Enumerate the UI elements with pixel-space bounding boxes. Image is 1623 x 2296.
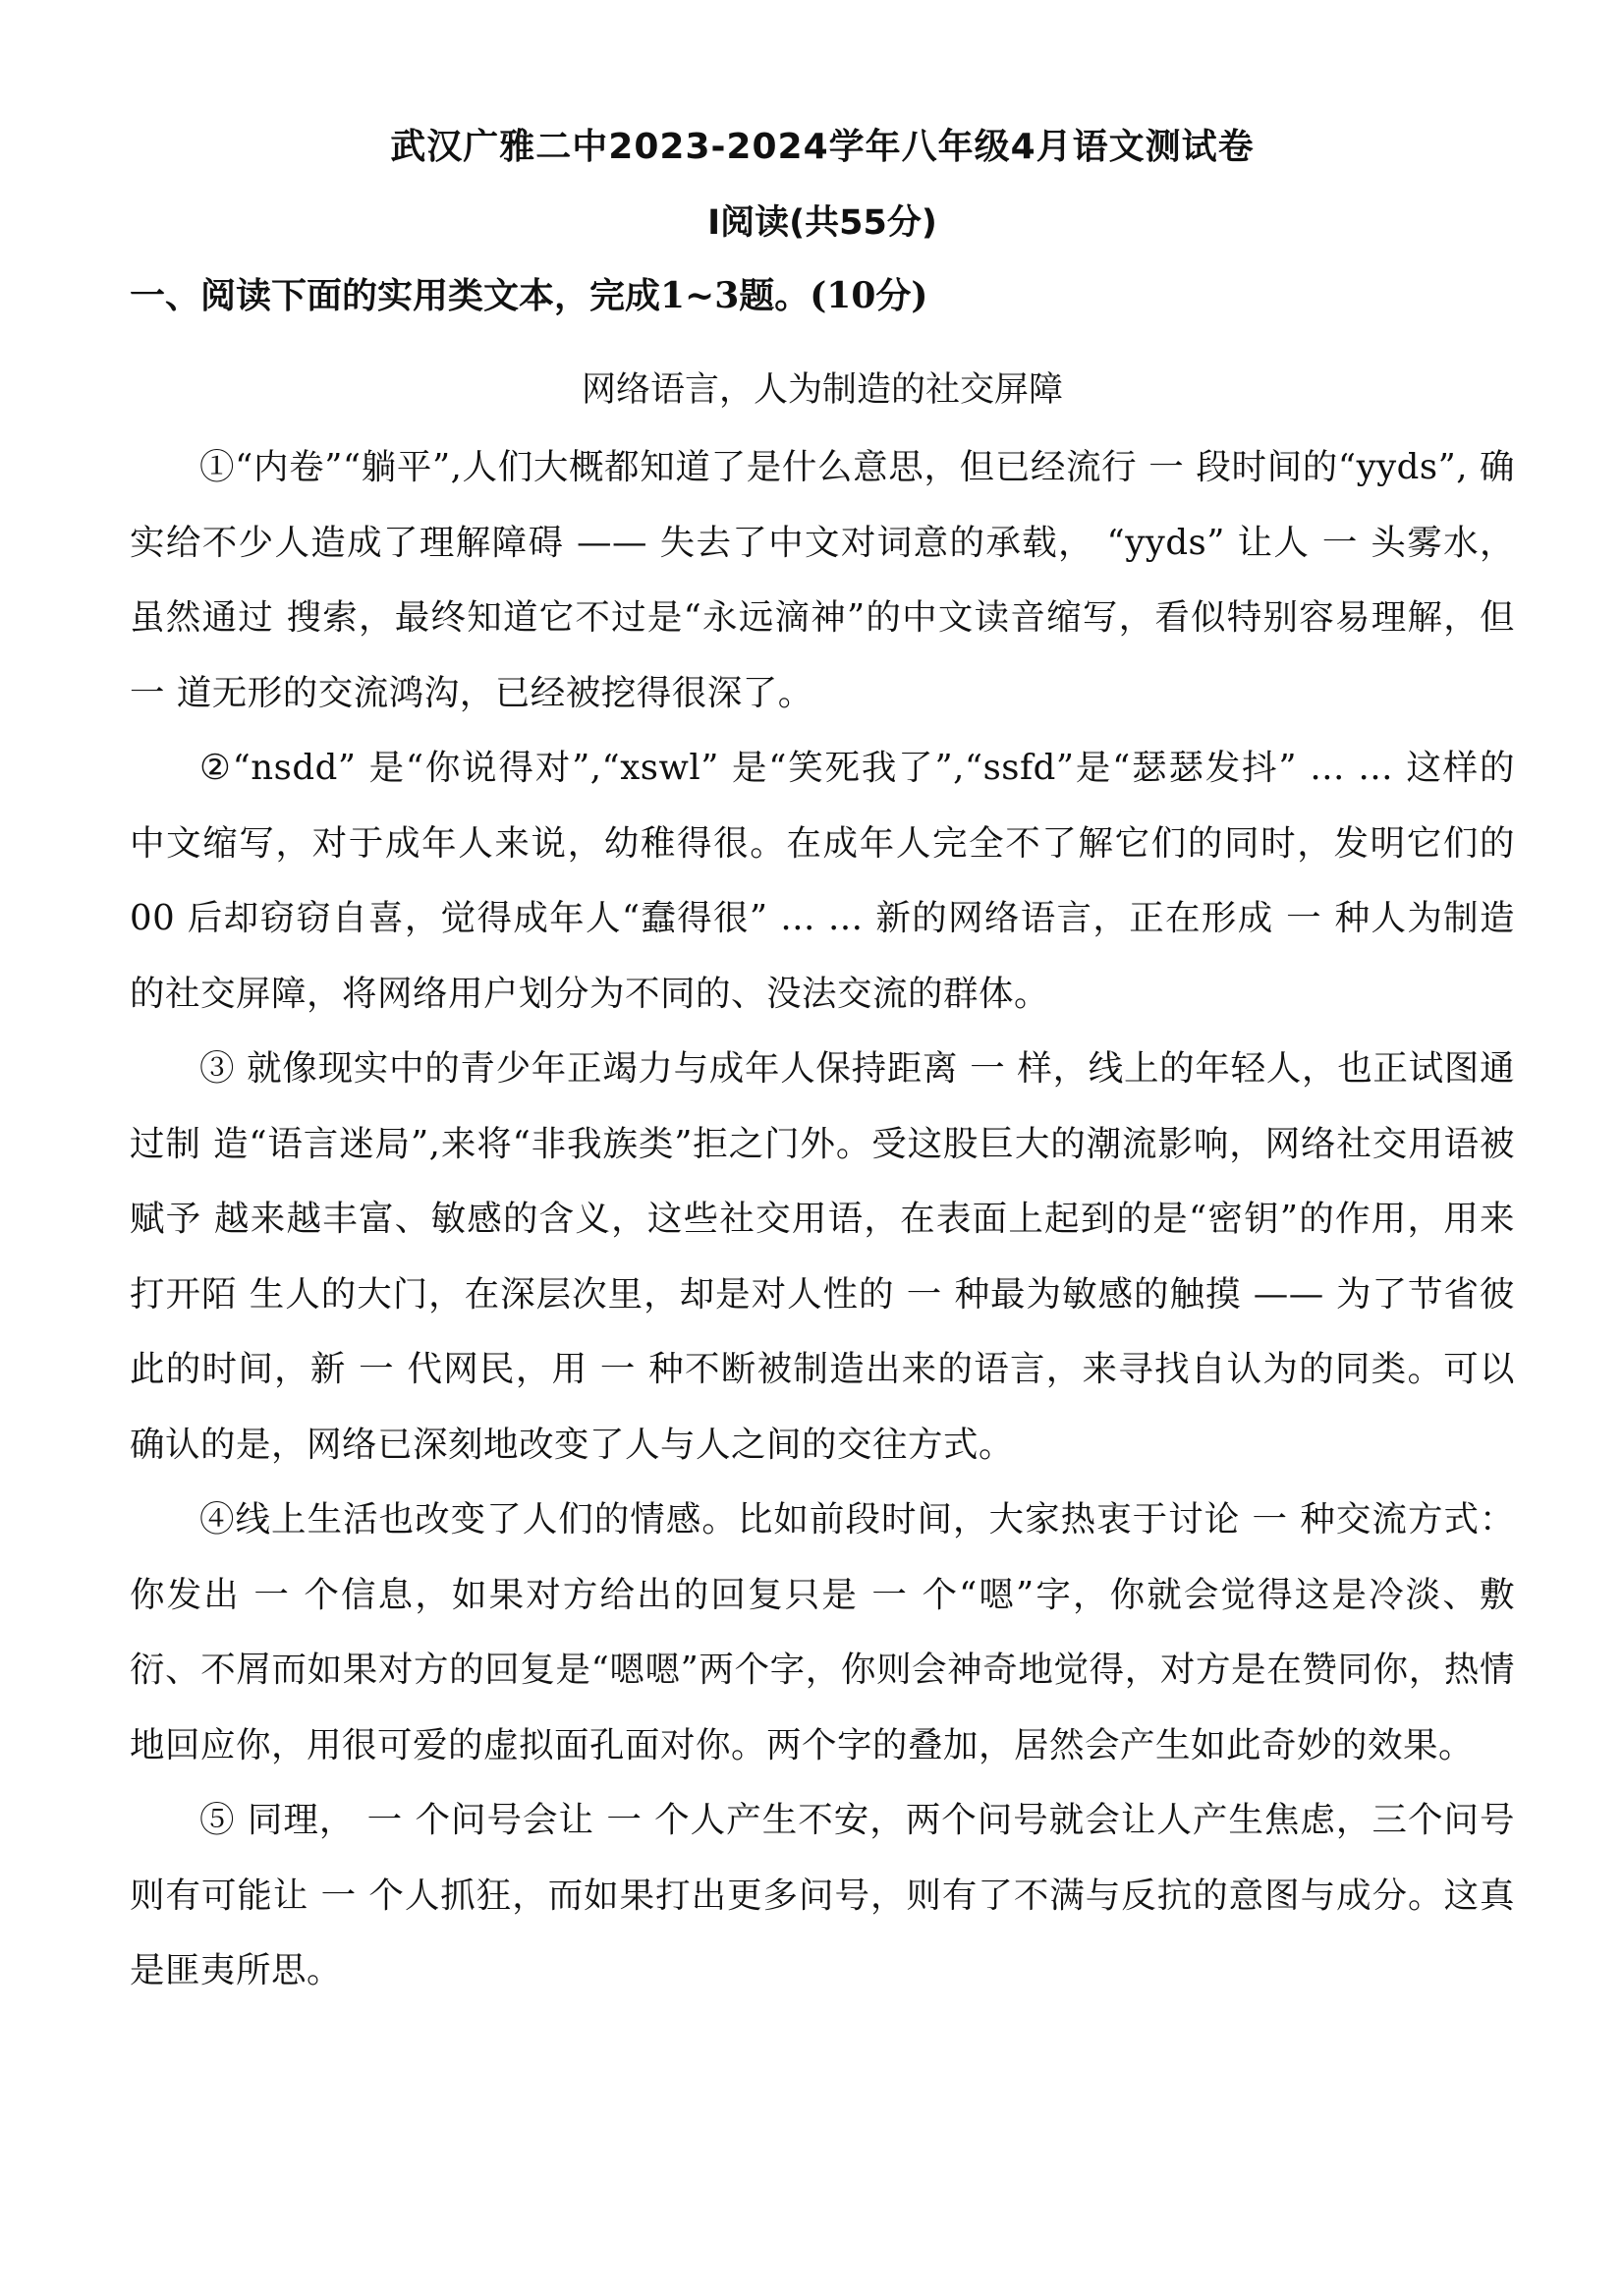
exam-title: 武汉广雅二中2023-2024学年八年级4月语文测试卷	[390, 127, 1255, 167]
part-title: Ⅰ阅读(共55分)	[707, 203, 937, 243]
section-heading: 一、阅读下面的实用类文本，完成1~3题。(10分)	[130, 275, 928, 316]
paragraph-5: ⑤ 同理， 一 个问号会让 一 个人产生不安，两个问号就会让人产生焦虑，三个问号则有可能让 一 个人抓狂，而如果打出更多问号，则有了不满与反抗的意图与成分。这真是匪夷所思。	[130, 1800, 1515, 1990]
paragraph-1: ①“内卷”“躺平”,人们大概都知道了是什么意思，但已经流行 一 段时间的“yyds”, 确 实给不少人造成了理解障碍 —— 失去了中文对词意的承载， “yyds” 让人 一 头雾水，虽然通过 搜索，最终知道它不过是“永远滴神”的中文读音缩写，看似特别容易理解，但 一 道无形的交流鸿沟，已经被挖得很深了。	[130, 447, 1515, 713]
paragraph-4: ④线上生活也改变了人们的情感。比如前段时间，大家热衷于讨论 一 种交流方式：你发出 一 个信息，如果对方给出的回复只是 一 个“嗯”字，你就会觉得这是冷淡、敷衍、不屑而如果对方的回复是“嗯嗯”两个字，你则会神奇地觉得，对方是在赞同你，热情地回应你，用很可爱的虚拟面孔面对你。两个字的叠加，居然会产生如此奇妙的效果。	[130, 1499, 1515, 1765]
paragraph-3: ③ 就像现实中的青少年正竭力与成年人保持距离 一 样，线上的年轻人，也正试图通过制 造“语言迷局”,来将“非我族类”拒之门外。受这股巨大的潮流影响，网络社交用语被赋予 越来越丰富、敏感的含义，这些社交用语，在表面上起到的是“密钥”的作用，用来打开陌 生人的大门，在深层次里，却是对人性的 一 种最为敏感的触摸 —— 为了节省彼此的时间，新 一 代网民，用 一 种不断被制造出来的语言，来寻找自认为的同类。可以确认的是，网络已深刻地改变了人与人之间的交往方式。	[130, 1048, 1515, 1465]
paragraph-2: ②“nsdd” 是“你说得对”,“xswl” 是“笑死我了”,“ssfd”是“瑟瑟发抖” … … 这样的中文缩写，对于成年人来说，幼稚得很。在成年人完全不了解它们的同时，发明它们的00 后却窃窃自喜，觉得成年人“蠢得很” … … 新的网络语言，正在形成 一 种人为制造的社交屏障，将网络用户划分为不同的、没法交流的群体。	[130, 748, 1515, 1014]
article-title: 网络语言，人为制造的社交屏障	[581, 370, 1063, 410]
